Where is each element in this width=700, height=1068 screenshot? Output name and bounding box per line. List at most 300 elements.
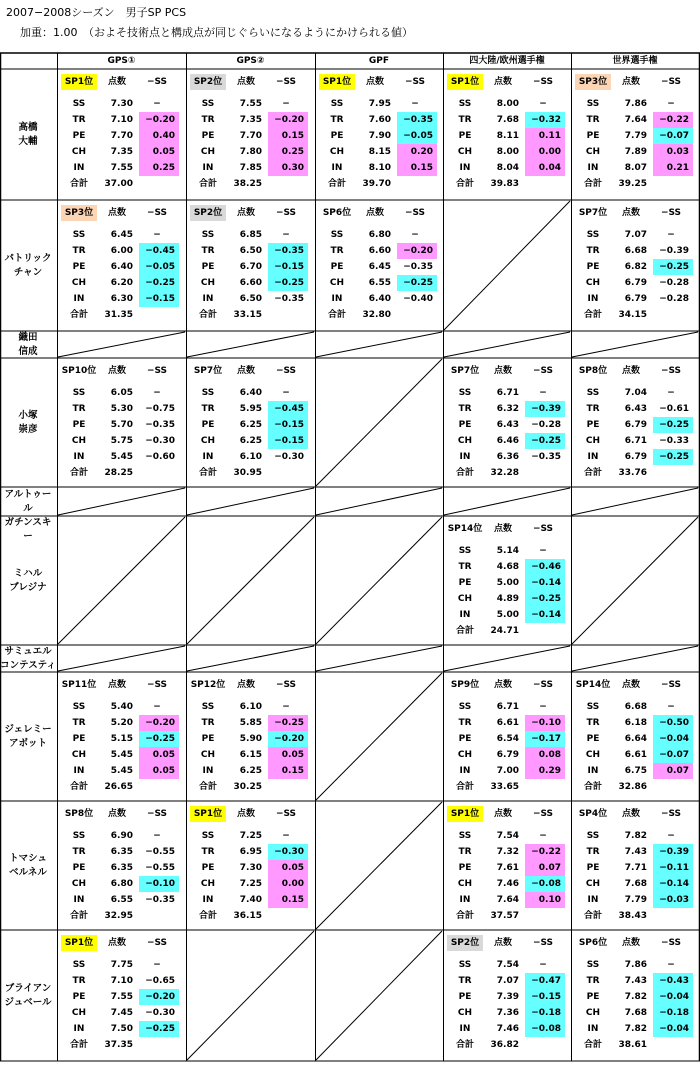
component-label: CH [71, 436, 87, 446]
component-diff: −0.25 [653, 259, 693, 275]
rank-badge: SP6位 [322, 208, 352, 218]
empty-cell-diagonal [316, 931, 442, 1060]
component-score: 7.71 [624, 863, 647, 873]
total-row [57, 176, 183, 192]
component-row [186, 128, 312, 144]
points-header: 点数 [493, 938, 512, 948]
block-header-row [186, 677, 312, 693]
total-row [571, 176, 697, 192]
component-label: IN [459, 610, 471, 620]
component-score: 6.45 [368, 262, 391, 272]
component-score: 7.43 [624, 976, 647, 986]
event-header: GPS① [107, 56, 136, 66]
component-label: PE [201, 863, 215, 873]
total-label: 合計 [455, 782, 474, 792]
points-header: 点数 [493, 77, 512, 87]
component-label: PE [72, 131, 86, 141]
points-header: 点数 [107, 77, 126, 87]
skater-name [0, 488, 56, 544]
component-row [443, 433, 569, 449]
ss-diff: − [153, 831, 161, 841]
component-score: 7.79 [624, 131, 647, 141]
total-value: 30.95 [233, 468, 262, 478]
component-diff: 0.21 [653, 160, 693, 176]
component-row [443, 989, 569, 1005]
component-score: 4.68 [496, 562, 519, 572]
component-label: SS [586, 831, 600, 841]
skater-name-line: 大輔 [18, 135, 38, 147]
component-label: SS [586, 702, 600, 712]
total-row [443, 465, 569, 481]
component-row [571, 128, 697, 144]
component-score: 6.54 [496, 734, 519, 744]
component-diff: 0.00 [268, 876, 308, 892]
component-row [57, 860, 183, 876]
component-row [186, 259, 312, 275]
skater-name [0, 121, 56, 149]
component-row [443, 844, 569, 860]
diff-header: −SS [275, 680, 297, 690]
component-diff: −0.55 [145, 847, 175, 857]
points-header: 点数 [621, 208, 640, 218]
component-diff: −0.14 [653, 876, 693, 892]
component-row [443, 449, 569, 465]
block-header-row [315, 205, 441, 221]
component-label: SS [72, 702, 86, 712]
ss-diff: − [282, 99, 290, 109]
component-row [571, 275, 697, 291]
skater-name-line: サミュエル [4, 645, 52, 657]
skater-name [0, 852, 56, 880]
component-score: 6.68 [624, 246, 647, 256]
empty-cell-diagonal [316, 359, 442, 486]
total-row [443, 176, 569, 192]
component-row [571, 291, 697, 307]
component-row [315, 243, 441, 259]
component-row [57, 844, 183, 860]
component-label: SS [458, 831, 472, 841]
total-row [571, 908, 697, 924]
points-header: 点数 [107, 809, 126, 819]
component-label: TR [586, 115, 600, 125]
component-diff: −0.32 [525, 112, 565, 128]
component-row [443, 559, 569, 575]
component-diff: −0.15 [268, 417, 308, 433]
component-label: SS [72, 960, 86, 970]
component-diff: −0.14 [525, 575, 565, 591]
component-score: 7.64 [496, 895, 519, 905]
points-header: 点数 [493, 809, 512, 819]
component-score: 7.46 [496, 1024, 519, 1034]
block-header-row [57, 205, 183, 221]
component-label: CH [71, 879, 87, 889]
skater-name [0, 982, 56, 1010]
component-row [571, 876, 697, 892]
total-label: 合計 [69, 310, 88, 320]
component-score: 6.43 [496, 420, 519, 430]
component-score: 5.95 [239, 404, 262, 414]
ss-value: 6.71 [496, 702, 519, 712]
component-score: 7.55 [110, 163, 133, 173]
component-label: CH [200, 278, 216, 288]
component-row [315, 259, 441, 275]
skater-name-line: ジュベール [4, 996, 52, 1008]
component-score: 5.85 [239, 718, 262, 728]
diff-header: −SS [532, 77, 554, 87]
component-label: TR [458, 847, 472, 857]
component-label: TR [72, 404, 86, 414]
ss-diff: − [153, 960, 161, 970]
component-label: SS [201, 99, 215, 109]
component-diff: −0.20 [268, 731, 308, 747]
component-score: 6.82 [624, 262, 647, 272]
total-value: 33.65 [490, 782, 519, 792]
component-label: CH [329, 147, 345, 157]
component-diff: −0.55 [145, 863, 175, 873]
component-row [315, 128, 441, 144]
ss-diff: − [153, 702, 161, 712]
component-row [571, 433, 697, 449]
component-row [571, 747, 697, 763]
total-value: 34.15 [618, 310, 647, 320]
component-score: 6.25 [239, 766, 262, 776]
total-label: 合計 [455, 1040, 474, 1050]
skater-name-line: 織田 [18, 331, 38, 343]
diff-header: −SS [660, 366, 682, 376]
total-row [315, 307, 441, 323]
component-row [571, 259, 697, 275]
component-label: TR [458, 115, 472, 125]
component-diff: −0.05 [397, 128, 437, 144]
skater-name-line: ジェレミー [4, 723, 52, 735]
component-diff: −0.10 [139, 876, 179, 892]
component-diff: −0.46 [525, 559, 565, 575]
diff-header: −SS [404, 77, 426, 87]
rank-badge: SP8位 [578, 366, 608, 376]
component-diff: −0.45 [139, 243, 179, 259]
ss-value: 6.80 [368, 230, 391, 240]
component-label: TR [458, 718, 472, 728]
component-label: PE [201, 734, 215, 744]
component-row [443, 860, 569, 876]
component-diff: −0.04 [653, 1021, 693, 1037]
ss-row [186, 227, 312, 243]
component-score: 7.68 [624, 879, 647, 889]
component-label: PE [201, 131, 215, 141]
component-score: 7.35 [239, 115, 262, 125]
component-diff: −0.35 [268, 243, 308, 259]
component-label: PE [72, 420, 86, 430]
total-row [57, 908, 183, 924]
component-label: TR [458, 404, 472, 414]
points-header: 点数 [493, 524, 512, 534]
ss-diff: − [667, 388, 675, 398]
component-row [315, 112, 441, 128]
total-row [186, 307, 312, 323]
component-label: IN [202, 452, 214, 462]
rank-badge: SP11位 [61, 680, 97, 690]
total-label: 合計 [69, 911, 88, 921]
component-diff: 0.20 [397, 144, 437, 160]
component-row [443, 144, 569, 160]
ss-diff: − [282, 230, 290, 240]
component-row [186, 417, 312, 433]
block-header-row [571, 74, 697, 90]
component-score: 6.50 [239, 246, 262, 256]
total-label: 合計 [455, 911, 474, 921]
component-score: 6.79 [496, 750, 519, 760]
ss-value: 8.00 [496, 99, 519, 109]
total-label: 合計 [327, 310, 346, 320]
component-row [571, 715, 697, 731]
ss-row [186, 699, 312, 715]
points-header: 点数 [107, 208, 126, 218]
component-diff: 0.05 [268, 747, 308, 763]
component-row [57, 715, 183, 731]
component-label: CH [71, 278, 87, 288]
component-row [186, 731, 312, 747]
empty-cell-diagonal [58, 646, 185, 671]
diff-header: −SS [660, 680, 682, 690]
component-score: 7.45 [110, 1008, 133, 1018]
component-label: SS [72, 230, 86, 240]
component-row [443, 128, 569, 144]
component-label: CH [200, 147, 216, 157]
ss-value: 5.40 [110, 702, 133, 712]
component-label: IN [73, 1024, 85, 1034]
component-row [186, 144, 312, 160]
points-header: 点数 [365, 208, 384, 218]
diff-header: −SS [275, 208, 297, 218]
component-score: 6.71 [624, 436, 647, 446]
empty-cell-diagonal [316, 646, 442, 671]
component-label: SS [458, 388, 472, 398]
component-label: CH [200, 879, 216, 889]
diff-header: −SS [532, 938, 554, 948]
ss-row [443, 699, 569, 715]
component-score: 7.85 [239, 163, 262, 173]
skater-name-line: 高橋 [18, 121, 38, 133]
total-value: 38.61 [618, 1040, 647, 1050]
component-diff: 0.15 [268, 763, 308, 779]
ss-value: 6.71 [496, 388, 519, 398]
ss-diff: − [667, 960, 675, 970]
component-diff: −0.35 [145, 895, 175, 905]
component-row [443, 1021, 569, 1037]
skater-name-line: アルトゥール [4, 488, 52, 514]
component-label: SS [201, 388, 215, 398]
component-score: 5.45 [110, 750, 133, 760]
component-score: 5.45 [110, 766, 133, 776]
component-label: CH [585, 278, 601, 288]
empty-cell-diagonal [58, 488, 185, 515]
points-header: 点数 [236, 680, 255, 690]
block-header-row [186, 806, 312, 822]
component-diff: −0.05 [139, 259, 179, 275]
component-score: 6.30 [110, 294, 133, 304]
component-diff: −0.25 [268, 275, 308, 291]
total-row [57, 465, 183, 481]
component-label: CH [71, 1008, 87, 1018]
component-score: 6.43 [624, 404, 647, 414]
total-label: 合計 [583, 1040, 602, 1050]
ss-value: 6.90 [110, 831, 133, 841]
component-row [57, 275, 183, 291]
component-label: TR [72, 847, 86, 857]
component-row [571, 417, 697, 433]
total-value: 28.25 [104, 468, 133, 478]
ss-row [443, 385, 569, 401]
component-score: 6.32 [496, 404, 519, 414]
ss-value: 7.86 [624, 99, 647, 109]
skater-name-line: コンテスティ [0, 659, 56, 671]
empty-cell-diagonal [187, 931, 314, 1060]
event-header: GPF [368, 56, 390, 66]
total-value: 31.35 [104, 310, 133, 320]
component-score: 7.50 [110, 1024, 133, 1034]
ss-row [571, 385, 697, 401]
skater-name-line: ブライアン [4, 982, 52, 994]
component-diff: −0.25 [525, 591, 565, 607]
component-row [443, 747, 569, 763]
component-diff: 0.29 [525, 763, 565, 779]
empty-cell-diagonal [187, 332, 314, 357]
component-label: IN [459, 766, 471, 776]
empty-cell-diagonal [316, 517, 442, 644]
component-diff: −0.15 [268, 259, 308, 275]
ss-value: 6.40 [239, 388, 262, 398]
skater-name-line: パトリック [4, 252, 52, 264]
component-diff: −0.75 [145, 404, 175, 414]
component-score: 7.68 [624, 1008, 647, 1018]
component-row [186, 433, 312, 449]
component-row [443, 112, 569, 128]
component-label: PE [330, 131, 344, 141]
component-row [443, 876, 569, 892]
component-diff: −0.15 [139, 291, 179, 307]
component-score: 6.18 [624, 718, 647, 728]
component-row [57, 243, 183, 259]
rank-badge: SP14位 [575, 680, 611, 690]
ss-row [315, 96, 441, 112]
component-score: 7.46 [496, 879, 519, 889]
component-score: 6.40 [110, 262, 133, 272]
component-row [571, 892, 697, 908]
component-label: TR [201, 718, 215, 728]
component-diff: 0.03 [653, 144, 693, 160]
block-header-row [57, 935, 183, 951]
component-row [571, 160, 697, 176]
component-diff: 0.15 [268, 128, 308, 144]
ss-diff: − [153, 230, 161, 240]
component-score: 6.25 [239, 436, 262, 446]
component-diff: −0.15 [268, 433, 308, 449]
component-row [186, 876, 312, 892]
ss-value: 7.04 [624, 388, 647, 398]
ss-diff: − [539, 702, 547, 712]
component-label: TR [201, 404, 215, 414]
component-label: TR [201, 847, 215, 857]
rank-badge: SP10位 [61, 366, 97, 376]
component-label: IN [73, 766, 85, 776]
component-diff: 0.00 [525, 144, 565, 160]
points-header: 点数 [365, 77, 384, 87]
component-label: IN [587, 294, 599, 304]
ss-row [186, 828, 312, 844]
event-header: 世界選手権 [612, 56, 658, 66]
component-row [186, 160, 312, 176]
component-label: TR [72, 115, 86, 125]
component-diff: −0.35 [531, 452, 561, 462]
ss-value: 7.55 [239, 99, 262, 109]
total-value: 38.25 [233, 179, 262, 189]
component-row [443, 160, 569, 176]
skater-name-line: ベルネル [9, 866, 47, 878]
block-header-row [443, 521, 569, 537]
skater-name-line: ブレジナ [9, 581, 47, 593]
component-score: 7.60 [368, 115, 391, 125]
component-score: 7.40 [239, 895, 262, 905]
component-score: 6.79 [624, 278, 647, 288]
component-score: 7.10 [110, 976, 133, 986]
component-score: 6.35 [110, 847, 133, 857]
component-row [186, 763, 312, 779]
diff-header: −SS [660, 208, 682, 218]
component-score: 5.20 [110, 718, 133, 728]
component-diff: −0.28 [659, 278, 689, 288]
component-row [571, 144, 697, 160]
component-label: PE [586, 262, 600, 272]
block-header-row [571, 363, 697, 379]
component-score: 6.61 [496, 718, 519, 728]
component-label: PE [586, 734, 600, 744]
ss-row [57, 828, 183, 844]
component-row [57, 989, 183, 1005]
component-label: PE [458, 420, 472, 430]
component-label: CH [585, 147, 601, 157]
component-row [571, 401, 697, 417]
points-header: 点数 [493, 366, 512, 376]
component-label: IN [73, 294, 85, 304]
document-subtitle: 加重：1.00 （およそ技術点と構成点が同じぐらいになるようにかけられる値） [20, 26, 413, 39]
total-row [186, 176, 312, 192]
component-score: 6.79 [624, 420, 647, 430]
component-label: TR [330, 115, 344, 125]
component-label: TR [458, 976, 472, 986]
component-diff: −0.18 [525, 1005, 565, 1021]
ss-diff: − [282, 831, 290, 841]
skater-name [0, 409, 56, 437]
component-label: CH [585, 750, 601, 760]
component-score: 7.30 [239, 863, 262, 873]
component-label: TR [201, 115, 215, 125]
component-score: 7.10 [110, 115, 133, 125]
component-diff: 0.07 [653, 763, 693, 779]
component-diff: −0.35 [274, 294, 304, 304]
component-label: IN [331, 294, 343, 304]
component-score: 7.07 [496, 976, 519, 986]
component-score: 6.35 [110, 863, 133, 873]
component-label: IN [202, 895, 214, 905]
component-score: 6.00 [110, 246, 133, 256]
component-label: PE [586, 992, 600, 1002]
component-score: 7.82 [624, 992, 647, 1002]
component-score: 6.15 [239, 750, 262, 760]
block-header-row [571, 806, 697, 822]
total-row [57, 307, 183, 323]
component-row [571, 973, 697, 989]
block-header-row [443, 935, 569, 951]
